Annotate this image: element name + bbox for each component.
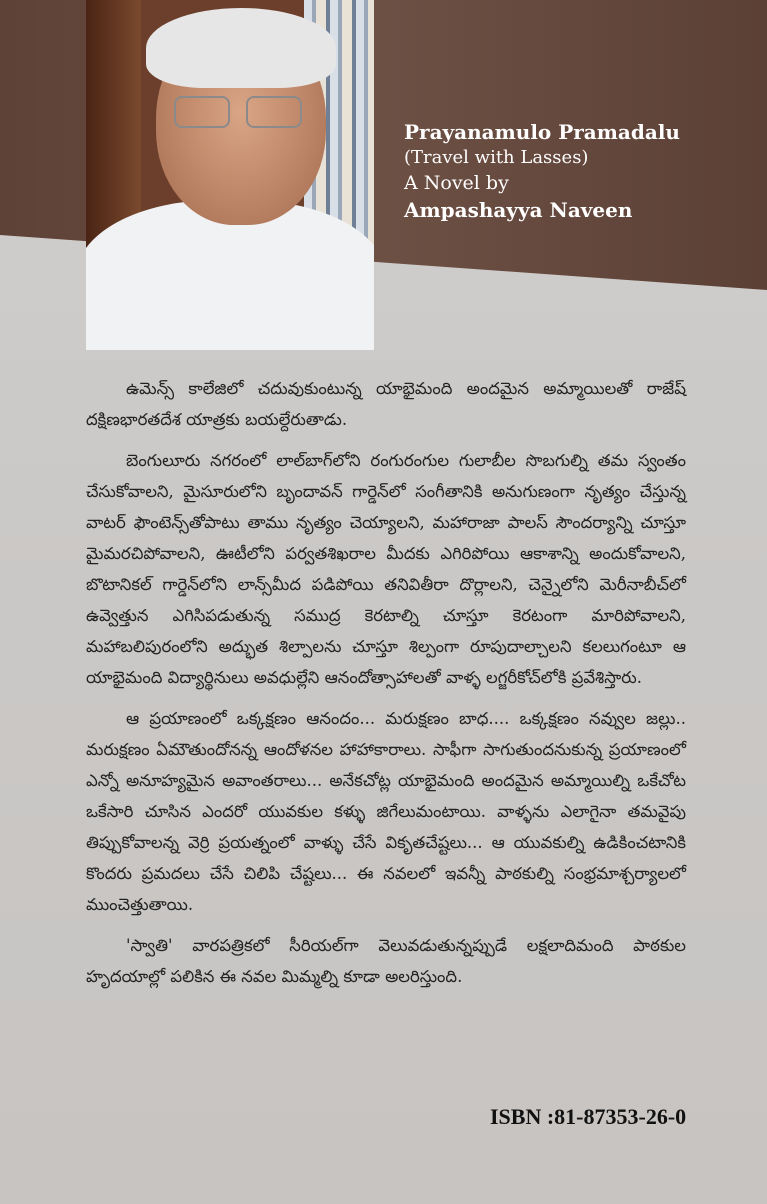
isbn-number: ISBN :81-87353-26-0 (490, 1104, 687, 1129)
byline: A Novel by (404, 172, 509, 194)
book-title: Prayanamulo Pramadalu (404, 120, 680, 144)
author-hair (146, 8, 336, 88)
blurb-paragraph: బెంగులూరు నగరంలో లాల్‌బాగ్‌లోని రంగురంగుల గులాబీల సొబగుల్ని తమ స్వంతం చేసుకోవాలని, మైసూరులోని బృందావన్ గార్డెన్‌లో సంగీతానికి అనుగుణంగా నృత్యం చేస్తున్న వాటర్ ఫౌంటెన్స్‌తోపాటు తాము నృత్యం చెయ్యాలని, మహారాజా పాలస్ సౌందర్యాన్ని చూస్తూ మైమరచిపోవాలని, ఊటీలోని పర్వతశిఖరాల మీదకు ఎగిరిపోయి ఆకాశాన్ని అందుకోవాలని, బొటానికల్ గార్డెన్‌లోని లాన్స్‌మీద పడిపోయి తనివితీరా దొర్లాలని, చెన్నైలోని మెరీనాబీచ్‌లో ఉవ్వెత్తున ఎగిసిపడుతున్న సముద్ర కెరటాల్ని చూస్తూ కెరటంగా మారిపోవాలని, మహాబలిపురంలోని అద్భుత శిల్పాలను చూస్తూ శిల్పంగా రూపుదాల్చాలని కలలుగంటూ ఆ యాభైమంది విద్యార్థినులు అవధుల్లేని ఆనందోత్సాహాలతో వాళ్ళ లగ్జరీకోచ్‌లోకి ప్రవేశిస్తారు. (86, 451, 686, 687)
title-block (404, 118, 744, 224)
blurb-paragraph: 'స్వాతి' వారపత్రికలో సీరియల్‌గా వెలువడుతున్నప్పుడే లక్షలాదిమంది పాఠకుల హృదయాల్లో పలికిన ఈ నవల మిమ్మల్ని కూడా అలరిస్తుంది. (86, 936, 686, 986)
blurb-paragraph: ఆ ప్రయాణంలో ఒక్కక్షణం ఆనందం... మరుక్షణం బాధ.... ఒక్కక్షణం నవ్వుల జల్లు.. మరుక్షణం ఏమౌతుందోనన్న ఆందోళనల హాహాకారాలు. సాఫీగా సాగుతుందనుకున్న ప్రయాణంలో ఎన్నో అనూహ్యమైన అవాంతరాలు... అనేకచోట్ల యాభైమంది అందమైన అమ్మాయిల్ని ఒకేచోట ఒకేసారి చూసిన ఎందరో యువకుల కళ్ళు జిగేలుమంటాయి. వాళ్ళను ఎలాగైనా తమవైపు తిప్పుకోవాలన్న వెర్రి ప్రయత్నంలో వాళ్ళు చేసే వికృతచేష్టలు... ఆ యువకుల్ని ఉడికించటానికి కొందరు ప్రమదలు చేసే చిలిపి చేష్టలు... ఈ నవలలో ఇవన్నీ పాఠకుల్ని సంభ్రమాశ్చర్యాలలో ముంచెత్తుతాయి. (86, 709, 686, 914)
glasses-icon (174, 96, 304, 126)
author-photo (86, 0, 374, 350)
blurb-text (86, 373, 686, 1002)
author-name: Ampashayya Naveen (404, 198, 633, 222)
book-subtitle: (Travel with Lasses) (404, 147, 589, 168)
blurb-paragraph: ఉమెన్స్ కాలేజిలో చదువుకుంటున్న యాభైమంది అందమైన అమ్మాయిలతో రాజేష్ దక్షిణభారతదేశ యాత్రకు బయల్దేరుతాడు. (86, 379, 686, 429)
